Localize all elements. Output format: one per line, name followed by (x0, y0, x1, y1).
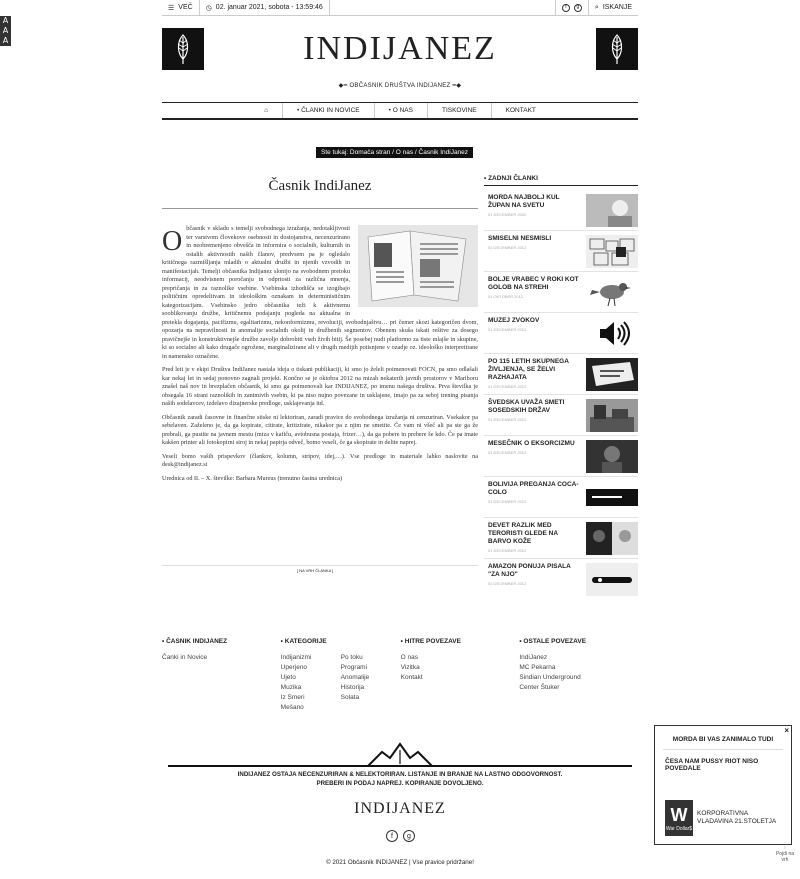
footer-link[interactable]: IndiJanez (519, 654, 548, 661)
font-small-button[interactable]: A (2, 16, 9, 25)
article-thumbnail[interactable] (586, 235, 638, 268)
article-paragraph: Občasnik zaradi časovne in finančne stiske ni lektoriran, zaradi pravice do svobodnega izražanja ni cenzuriran. Vsekakor pa sebelaven. Zaželeno je, da ga kopirate, citirate, kritizirate, nikakor pa z njim ne smetite. Če vam ni všeč ali pa ste ga že prebrali, ga pustite na javnem mestu (miza v kafiču, avtobusna postaja, frizer…), da ga pobere in prebere še kdo. Če pa imate kakšen printer ali fotokopirni stroj in nekaj papirja odveč, bomo veseli, če ga skopirate in delite naprej. (162, 413, 478, 446)
article-divider (162, 565, 478, 566)
nav-contact[interactable]: KONTAKT (505, 107, 536, 114)
nav-home[interactable] (250, 103, 283, 118)
footer-link[interactable]: Historija (340, 684, 365, 691)
article-thumbnail[interactable] (586, 522, 638, 555)
article-paragraph: Urednica od II. – X. številke: Barbara Mureus (trenutno častna urednica) (162, 474, 343, 482)
footer-link[interactable]: Ujeto (280, 674, 296, 681)
footer-col-categories: • KATEGORIJE Indijanizmi Uperjeno Ujeto Muzika Iz Smeri Mešano Po toku Programi Anomalije Historija Solata (281, 638, 401, 713)
sidebar-article[interactable]: DEVET RAZLIK MED TERORISTI GLEDE NA BARVO KOŽE 01 DECEMBER 2012 (484, 518, 638, 559)
home-icon: ⌂ (264, 107, 269, 114)
sidebar-article[interactable]: BOLIVIJA PREGANJA COCA-COLO 01 DECEMBER 2012 (484, 477, 638, 518)
google-plus-icon[interactable]: g (403, 830, 415, 842)
nav-articles[interactable]: • ČLANKI IN NOVICE (283, 103, 375, 118)
clock-icon: ◷ (205, 4, 212, 12)
latest-articles-sidebar (484, 175, 638, 600)
footer-title[interactable]: INDIJANEZ (354, 800, 446, 817)
copyright: © 2021 Občasnik INDIJANEZ | Vse pravice pridržane! (326, 859, 474, 866)
more-menu-button[interactable]: ☰ VEČ (162, 0, 200, 15)
nav-about[interactable]: • O NAS (375, 103, 428, 118)
font-medium-button[interactable]: A (2, 26, 9, 35)
search-icon: ⌕ (594, 3, 599, 11)
footer-link[interactable]: Center Štuker (519, 684, 560, 691)
footer-social (386, 830, 415, 842)
footer-link[interactable]: Anomalije (340, 674, 370, 681)
article-thumbnail[interactable] (586, 194, 638, 227)
footer-link[interactable]: Čanki in Novice (162, 654, 208, 661)
font-size-toolbar (0, 16, 11, 46)
footer-link[interactable]: Uperjeno (280, 664, 308, 671)
article-paragraph: Veseli bomo vaših prispevkov (člankov, kolumn, stripov, idej,…). Vse predloge in materiale lahko naslovite na desk@indijanez.si (162, 452, 478, 468)
footer-link[interactable]: Solata (340, 694, 360, 701)
bic-logo-thumbnail[interactable] (586, 563, 638, 596)
footer-link[interactable]: MC Pekarna (519, 664, 556, 671)
speaker-icon[interactable] (586, 317, 638, 350)
related-popup (654, 725, 792, 845)
sidebar-article[interactable]: AMAZON PONUJA PISALA "ZA NJO" 01 DECEMBER 2012 (484, 559, 638, 600)
footer-link[interactable]: Programi (340, 664, 368, 671)
article-thumbnail[interactable] (586, 358, 638, 391)
ornament-icon: ━◆ (450, 83, 462, 89)
drop-cap: O (162, 226, 183, 257)
article-body: O bčasnik v skladu s temelji svobodnega izražanja, nedotakljivosti ter varstvom človekove osebnosti in dostojanstva, necenzurirano in neobremenjeno obvešča in informira o socialnih, kulturnih in ostalih aktivnostih naših članov, predvsem pa je ogledalo kritičnega razmišljanja mladih o aktualni družbi in njenih vzvodih in manifestacijah. Temelji občasnika Indijanez slonijo na svobodnem pretoku informacij, neodvisnem poročanju in odprtosti za različna mnenja, prepričanja in za raznolike vsebine. Vsebinska izhodišča se izogibajo političnim opredelitvam in ideološkim oznakam in determinističnim kategorizacijam. Vsebinsko jedro občasnika teži k aktivnemu sooblikovanju družbe, kritičnemu podajanju pogleda na aktualna in pretekla dogajanja, pacifizmu, egalitarizmu, nekonformizmu, revoluciji, svobodnjaštvu… pri čemer skozi kategoričen dvom, opozarja na nepravilnosti in anomalije socialnih okolij in družbenih segmentov. Obenem skuša iskati rešitve za dosego pravičnejše in konstruktivnejše družbe zavoljo dobrobiti vseh živih bitij. Še posebej nudi platformo za tiste mlajše in skupine, ki so socialno ali kako drugače ogrožene, marginalizirane ali v drugih medijih potisnjene v ozadje oz. ideološko interpretirane in namensko označene. Pred leti je v ekipi Društva IndiJanez nastala ideja o tiskani publikaciji, ki smo jo želeli poimenovati FOCN, pa smo odlašali kar nekaj let in sedaj ponovno zagnali projekt. Končno se je oktobra 2012 na mizah nekaterih javnih prostorov v Mariboru znašel naš nov in brezplačen občasnik, ki smo ga poimenovali kar INDIJANEZ, po imenu našega društva. Prva številka je obsegala 16 strani raznolikih in zanimivih vsebin, ki pa niso nujno povezane in usklajene, imajo pa za seboj trening pisanja naših sodelavcev, izdelavo dizajnerske predloge, usklajevanja itd. Občasnik zaradi časovne in finančne stiske ni lektoriran, zaradi pravice do svobodnega izražanja ni cenzuriran. Vsekakor pa sebelaven. Zaželeno je, da ga kopirate, citirate, kritizirate, nikakor pa z njim ne smetite. Če vam ni všeč ali pa ste ga že prebrali, ga pustite na javnem mestu (miza v kafiču, avtobusna postaja, frizer…), da ga pobere in prebere še kdo. Če pa imate kakšen printer ali fotokopirni stroj in nekaj papirja odveč, bomo veseli, če ga skopirate in delite naprej. Veseli bomo vaših prispevkov (člankov, kolumn, stripov, idej,…). Vse predloge in materiale lahko naslovite na desk@indijanez.si Urednica od II. – X. številke: Barbara Mureus (trenutno častna urednica) (162, 225, 478, 482)
font-large-button[interactable]: A (2, 36, 9, 45)
footer-col-magazine: • ČASNIK INDIJANEZ Čanki in Novice (162, 638, 281, 713)
date-time: ◷ 02. januar 2021, sobota - 13:59:46 (200, 0, 330, 15)
sidebar-article[interactable]: MORDA NAJBOLJ KUL ŽUPAN NA SVETU 01 DECEMBER 2020 (484, 190, 638, 231)
article-paragraph: Pred leti je v ekipi Društva IndiJanez nastala ideja o tiskani publikaciji, ki smo jo želeli poimenovati FOCN, pa smo odlašali kar nekaj let in sedaj ponovno zagnali projekt. Končno se je oktobra 2012 na mizah nekaterih javnih prostorov v Mariboru znašel naš nov in brezplačen občasnik, ki smo ga poimenovali kar INDIJANEZ, po imenu našega društva. Prva številka je obsegala 16 strani raznolikih in zanimivih vsebin, ki pa niso nujno povezane in usklajene, imajo pa za seboj trening pisanja naših sodelavcev, izdelavo dizajnerske predloge, usklajevanja itd. (162, 366, 478, 407)
sidebar-article[interactable]: MESEČNIK O EKSORCIZMU 01 DECEMBER 2012 (484, 436, 638, 477)
mountain-divider-icon (168, 740, 632, 770)
main-nav (162, 102, 638, 120)
social-links (555, 0, 588, 15)
back-to-top-link[interactable]: [ NA VRH ČLANKA ] (297, 568, 334, 573)
sidebar-article[interactable]: BOLJE VRABEC V ROKI KOT GOLOB NA STREHI 01 OKTOBER 2012 (484, 272, 638, 313)
footer-link[interactable]: Indijanizmi (280, 654, 312, 661)
article-title: Časnik IndiJanez (268, 178, 372, 194)
google-plus-icon[interactable]: g (574, 4, 582, 12)
feather-icon (173, 33, 193, 65)
footer-link[interactable]: O nas (400, 654, 419, 661)
footer-slogan: INDIJANEZ OSTAJA NECENZURIRAN & NELEKTORIRAN. LISTANJE IN BRANJE NA LASTNO ODGOVORNOST. PREBERI IN PODAJ NAPREJ. KOPIRANJE DOVOLJENO. (237, 771, 563, 787)
newspaper-image (358, 225, 478, 307)
breadcrumb: Ste tukaj: Domača stran / O nas / Časnik IndiJanez (316, 147, 473, 158)
sidebar-article[interactable]: SMISELNI NESMISLI 01 DECEMBER 2012 (484, 231, 638, 272)
footer-col-other-links: • OSTALE POVEZAVE IndiJanez MC Pekarna Sindian Underground Center Štuker (519, 638, 638, 713)
footer-link[interactable]: Po toku (340, 654, 363, 661)
facebook-icon[interactable]: f (562, 4, 570, 12)
sidebar-article[interactable]: MUZEJ ZVOKOV 01 DECEMBER 2012 (484, 313, 638, 354)
sidebar-article[interactable]: PO 115 LETIH SKUPNEGA ŽIVLJENJA, SE ŽELVI RAZHAJATA 01 DECEMBER 2012 (484, 354, 638, 395)
popup-heading: MORDA BI VAS ZANIMALO TUDI (663, 726, 783, 750)
footer-link[interactable]: Mešano (280, 704, 304, 711)
footer-col-quick-links: • HITRE POVEZAVE O nas Vizitka Kontakt (401, 638, 520, 713)
popup-thumbnail[interactable]: W War Dollar$ (665, 800, 693, 836)
menu-icon: ☰ (168, 4, 175, 12)
article-thumbnail[interactable] (586, 481, 638, 514)
top-bar (162, 0, 638, 16)
footer-link[interactable]: Vizitka (400, 664, 420, 671)
footer-link[interactable]: Sindian Underground (519, 674, 581, 681)
popup-item[interactable]: ČESA NAM PUSSY RIOT NISO POVEDALE (665, 758, 759, 772)
scroll-to-top-button[interactable]: ↑ Pojdi na vrh (775, 845, 795, 863)
feather-logo-right[interactable] (596, 28, 638, 70)
arrow-up-icon: ↑ (783, 845, 787, 851)
footer-link[interactable]: Muzika (280, 684, 302, 691)
sidebar-heading: • ZADNJI ČLANKI (484, 175, 638, 186)
site-title[interactable]: INDIJANEZ (303, 30, 497, 67)
site-tagline: ◆━ OBČASNIK DRUŠTVA INDIJANEZ ━◆ (338, 83, 462, 89)
article-image (358, 225, 478, 307)
ornament-icon: ◆━ (338, 83, 350, 89)
popup-item[interactable]: W War Dollar$ KORPORATIVNA VLADAVINA 21.STOLETJA (655, 800, 791, 836)
close-icon[interactable]: × (784, 726, 789, 735)
article-thumbnail[interactable] (586, 440, 638, 473)
footer-link[interactable]: Iz Smeri (280, 694, 305, 701)
facebook-icon[interactable]: f (386, 830, 398, 842)
feather-icon (607, 33, 627, 65)
article-thumbnail[interactable] (586, 399, 638, 432)
search-button[interactable]: ⌕ ISKANJE (588, 0, 638, 15)
article-thumbnail[interactable] (586, 276, 638, 309)
sidebar-article[interactable]: ŠVEDSKA UVAŽA SMETI SOSEDSKIH DRŽAV 01 DECEMBER 2012 (484, 395, 638, 436)
footer-link[interactable]: Kontakt (400, 674, 423, 681)
nav-print[interactable]: TISKOVINE (428, 103, 492, 118)
feather-logo-left[interactable] (162, 28, 204, 70)
footer-columns (162, 638, 638, 713)
title-divider (162, 208, 478, 209)
